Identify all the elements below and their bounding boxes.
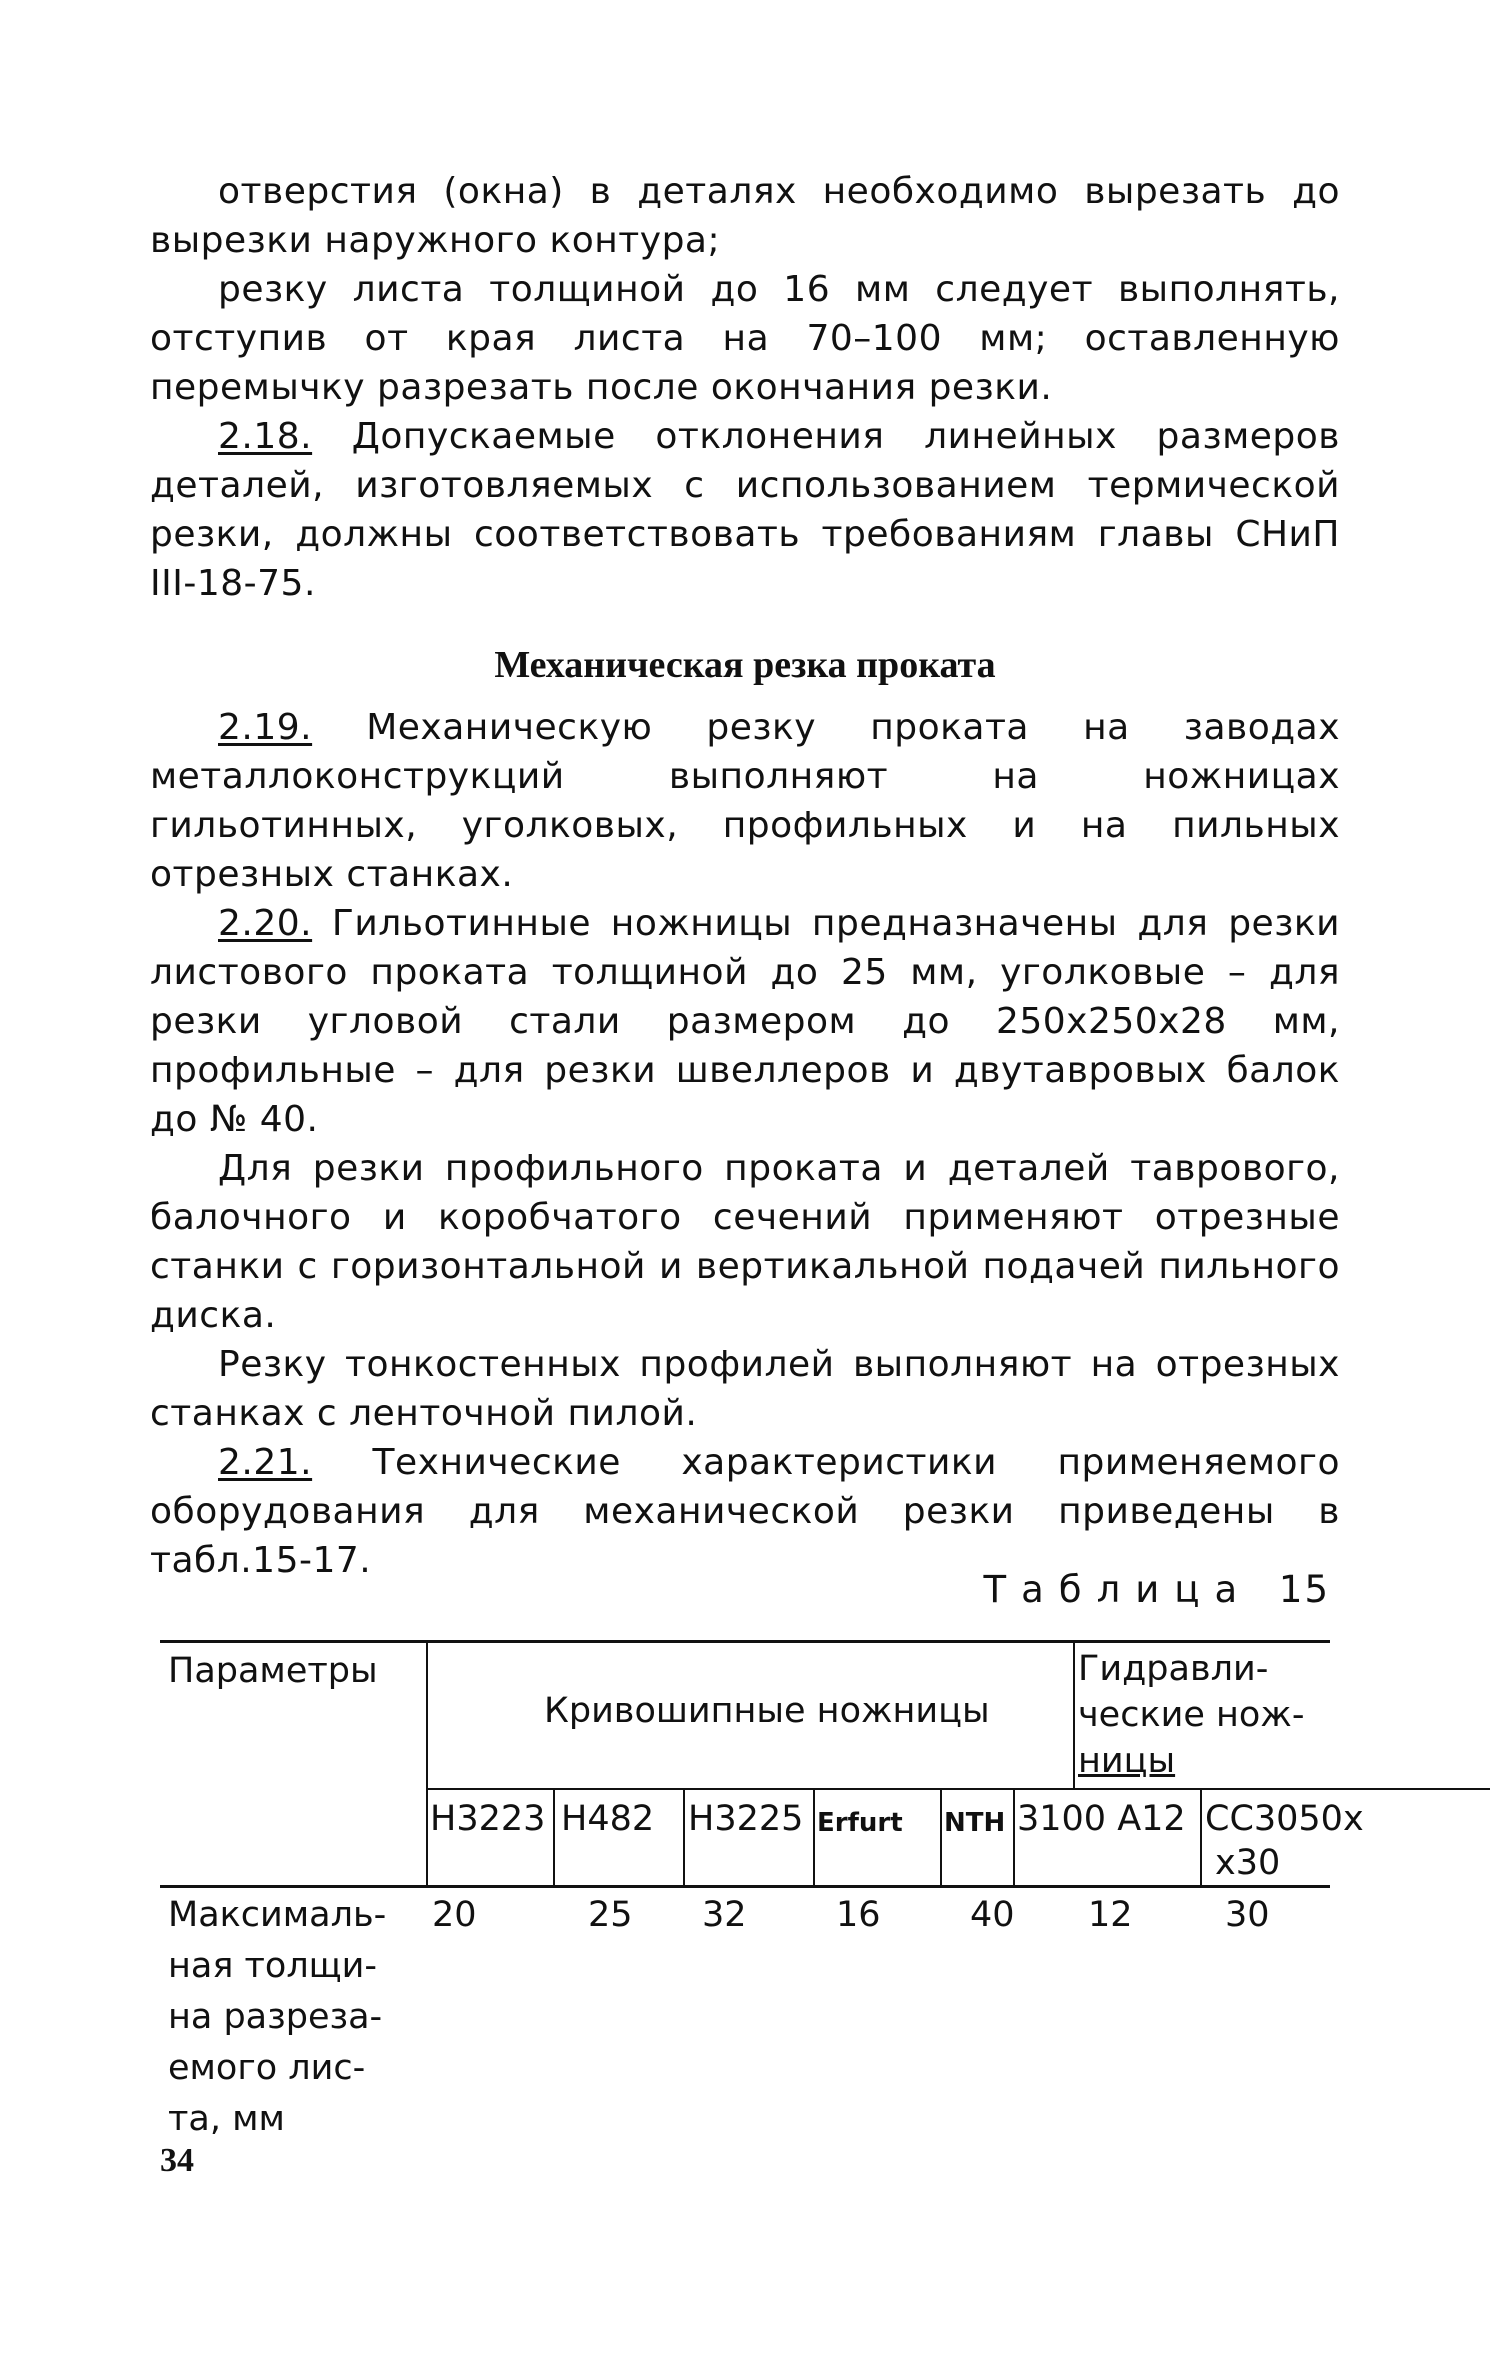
paragraph-text: Технические характеристики применяемого оборудования для механической резки приведены в табл.15-17. <box>150 1442 1340 1581</box>
model-n3225: Н3225 <box>688 1799 804 1839</box>
value-erfurt: 16 <box>836 1895 881 1935</box>
row-label-line3: на разреза- <box>168 1997 383 2037</box>
table-vline-4 <box>940 1790 942 1887</box>
table-vline-2 <box>683 1790 685 1887</box>
row-label-line5: та, мм <box>168 2099 285 2139</box>
paragraph-thin-wall: Резку тонкостенных профилей выполняют на отрезных станках с ленточной пилой. <box>150 1344 1340 1434</box>
paragraph-sheet-cutting: резку листа толщиной до 16 мм следует выполнять, отступив от края листа на 70–100 мм; оставленную перемычку разрезать после окончания резки. <box>150 269 1340 408</box>
paragraph-profile-cutting: Для резки профильного проката и деталей таврового, балочного и коробчатого сечений применяют отрезные станки с горизонтальной и вертикальной подачей пильного диска. <box>150 1148 1340 1336</box>
section-heading: Механическая резка проката <box>494 644 996 686</box>
model-n482: Н482 <box>561 1799 655 1839</box>
value-3100-a12: 12 <box>1088 1895 1133 1935</box>
model-ss3050-line1: СС3050х <box>1205 1799 1364 1839</box>
model-n3223: Н3223 <box>430 1799 546 1839</box>
table-subheader-rule <box>428 1788 1490 1790</box>
paragraph-cutting-openings: отверстия (окна) в деталях необходимо вырезать до вырезки наружного контура; <box>150 171 1340 261</box>
header-hydraulic-line2: ческие нож- <box>1078 1695 1305 1735</box>
table-vline-3 <box>813 1790 815 1887</box>
table-header-bottom-rule <box>160 1885 1330 1888</box>
paragraph-2-21 <box>150 1438 1340 1585</box>
section-number: 2.18. <box>218 416 313 457</box>
table-caption <box>983 1568 1330 1611</box>
value-nth: 40 <box>970 1895 1015 1935</box>
table-vline-5 <box>1013 1790 1015 1887</box>
value-n482: 25 <box>588 1895 633 1935</box>
paragraph-text: Допускаемые отклонения линейных размеров деталей, изготовляемых с использованием термической резки, должны соответствовать требованиям главы СНиП III-18-75. <box>150 416 1340 604</box>
table-top-rule <box>160 1640 1330 1643</box>
model-ss3050-line2: х30 <box>1215 1843 1281 1883</box>
paragraph-text: Механическую резку проката на заводах металлоконструкций выполняют на ножницах гильотинных, уголковых, профильных и на пильных отрезных станках. <box>150 707 1340 895</box>
paragraph-text: Гильотинные ножницы предназначены для резки листового проката толщиной до 25 мм, уголковые – для резки угловой стали размером до 250x250x28 мм, профильные – для резки швеллеров и двутавровых балок до № 40. <box>150 903 1340 1140</box>
header-parameters: Параметры <box>168 1651 378 1691</box>
value-n3225: 32 <box>702 1895 747 1935</box>
header-hydraulic-line3: ницы <box>1078 1741 1176 1781</box>
header-hydraulic-line1: Гидравли- <box>1078 1649 1269 1689</box>
page-number: 34 <box>160 2142 194 2179</box>
model-erfurt: Erfurt <box>817 1808 903 1838</box>
table-vline-params <box>426 1640 428 1887</box>
table-15 <box>160 1640 1380 2200</box>
value-n3223: 20 <box>432 1895 477 1935</box>
section-number: 2.21. <box>218 1442 313 1483</box>
table-vline-1 <box>553 1790 555 1887</box>
table-vline-hydraulic <box>1073 1640 1075 1790</box>
table-caption-number: 15 <box>1278 1568 1330 1611</box>
paragraph-2-18 <box>150 412 1340 608</box>
section-number: 2.19. <box>218 707 313 748</box>
mechanical-cutting-text <box>150 703 1340 1585</box>
model-nth: NTH <box>944 1808 1006 1838</box>
paragraph-2-20 <box>150 899 1340 1144</box>
header-crank-shears: Кривошипные ножницы <box>544 1691 990 1731</box>
row-label-line1: Максималь- <box>168 1895 387 1935</box>
value-ss3050: 30 <box>1225 1895 1270 1935</box>
section-number: 2.20. <box>218 903 313 944</box>
model-3100-a12: 3100 А12 <box>1017 1799 1186 1839</box>
table-caption-word: Таблица <box>983 1568 1253 1611</box>
intro-text <box>150 167 1340 608</box>
table-vline-6 <box>1200 1790 1202 1887</box>
row-label-line2: ная толщи- <box>168 1946 378 1986</box>
row-label-line4: емого лис- <box>168 2048 366 2088</box>
paragraph-2-19 <box>150 703 1340 899</box>
